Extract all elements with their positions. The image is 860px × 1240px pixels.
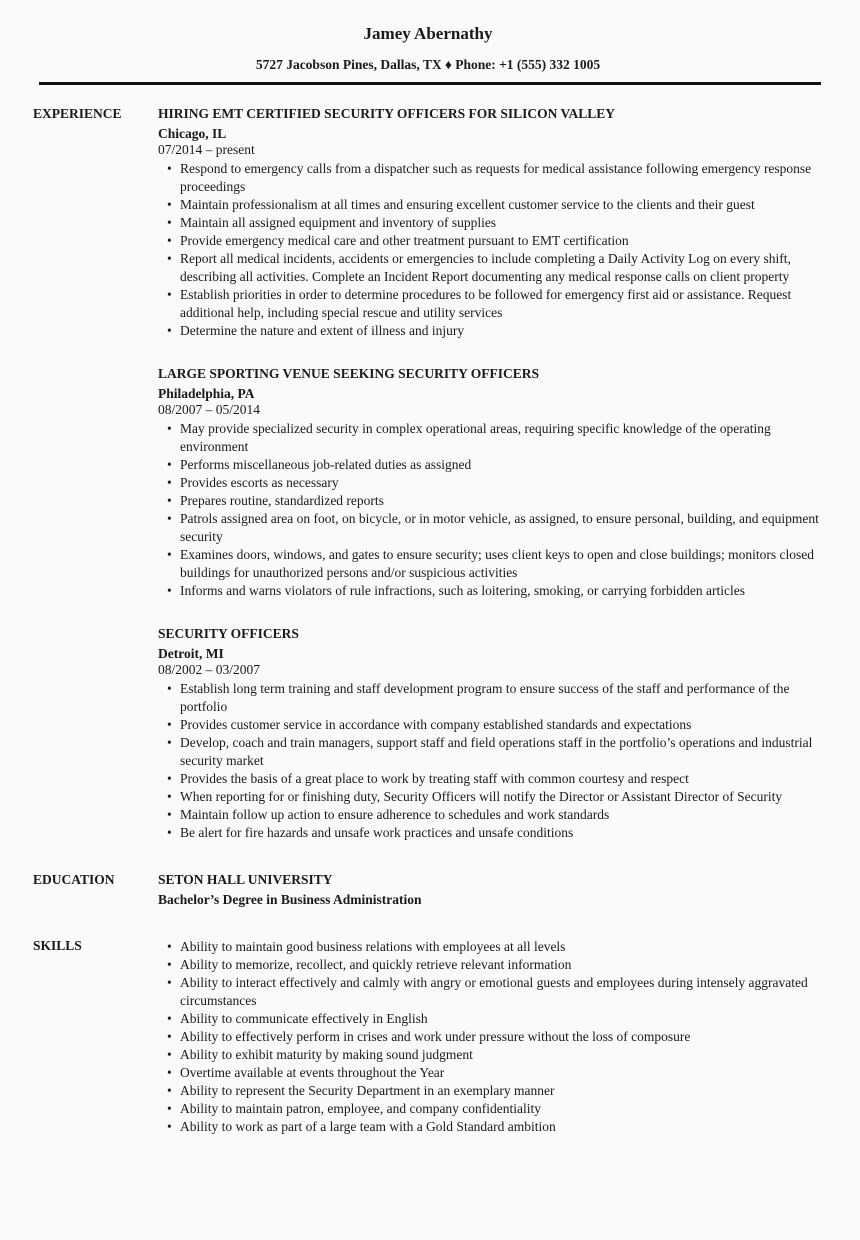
bullet-item: • Establish priorities in order to determine procedures to be followed for emergency first aid or assistance. Request additional help, including special rescue and utility services [158,286,823,322]
job-title: HIRING EMT CERTIFIED SECURITY OFFICERS FOR SILICON VALLEY [158,106,615,121]
skill-item: • Ability to represent the Security Department in an exemplary manner [158,1082,823,1100]
bullet-item: • May provide specialized security in complex operational areas, requiring specific knowledge of the operating environment [158,420,823,456]
education-content [158,870,823,910]
skill-item: • Ability to memorize, recollect, and quickly retrieve relevant information [158,956,823,974]
experience-label: EXPERIENCE [33,106,122,121]
skill-item: • Ability to interact effectively and calmly with angry or emotional guests and employees during intensely aggravated circumstances [158,974,823,1010]
bullet-item: • Develop, coach and train managers, support staff and field operations staff in the portfolio’s operations and industrial security market [158,734,823,770]
skills-list [158,938,823,1136]
skill-item: • Ability to maintain good business relations with employees at all levels [158,938,823,956]
job-bullet-list [158,420,823,600]
skill-item: • Ability to exhibit maturity by making sound judgment [158,1046,823,1064]
bullet-item: • Patrols assigned area on foot, on bicycle, or in motor vehicle, as assigned, to ensure personal, building, and equipment security [158,510,823,546]
bullet-item: • Informs and warns violators of rule infractions, such as loitering, smoking, or carrying forbidden articles [158,582,823,600]
bullet-item: • Provide emergency medical care and other treatment pursuant to EMT certification [158,232,823,250]
bullet-item: • Report all medical incidents, accidents or emergencies to include completing a Daily Activity Log on every shift, describing all activities. Complete an Incident Report documenting any medical response calls on client property [158,250,823,286]
header-divider [39,82,821,85]
job-entry-1 [158,104,823,340]
bullet-item: • Performs miscellaneous job-related duties as assigned [158,456,823,474]
experience-section [33,104,823,842]
education-label: EDUCATION [33,872,115,887]
skill-item: • Overtime available at events throughout the Year [158,1064,823,1082]
bullet-item: • Be alert for fire hazards and unsafe work practices and unsafe conditions [158,824,823,842]
contact-line: 5727 Jacobson Pines, Dallas, TX ♦ Phone: +1 (555) 332 1005 [255,57,601,72]
education-section [33,870,823,910]
bullet-item: • Provides customer service in accordance with company established standards and expectations [158,716,823,734]
job-dates: 07/2014 – present [158,142,255,157]
school-name: SETON HALL UNIVERSITY [158,872,333,887]
skill-item: • Ability to effectively perform in crises and work under pressure without the loss of composure [158,1028,823,1046]
bullet-item: • When reporting for or finishing duty, Security Officers will notify the Director or Assistant Director of Security [158,788,823,806]
job-location: Detroit, MI [158,646,224,661]
bullet-item: • Examines doors, windows, and gates to ensure security; uses client keys to open and close buildings; monitors closed buildings for unauthorized persons and/or suspicious activities [158,546,823,582]
skills-label: SKILLS [33,938,82,953]
job-title: SECURITY OFFICERS [158,626,299,641]
skill-item: • Ability to work as part of a large team with a Gold Standard ambition [158,1118,823,1136]
bullet-item: • Respond to emergency calls from a dispatcher such as requests for medical assistance following emergency response proceedings [158,160,823,196]
bullet-item: • Maintain follow up action to ensure adherence to schedules and work standards [158,806,823,824]
job-title: LARGE SPORTING VENUE SEEKING SECURITY OFFICERS [158,366,539,381]
job-entry-3 [158,624,823,842]
bullet-item: • Determine the nature and extent of illness and injury [158,322,823,340]
person-name: Jamey Abernathy [363,24,493,43]
job-bullet-list [158,160,823,340]
skill-item: • Ability to maintain patron, employee, and company confidentiality [158,1100,823,1118]
job-bullet-list [158,680,823,842]
bullet-item: • Prepares routine, standardized reports [158,492,823,510]
job-entry-2 [158,364,823,600]
skill-item: • Ability to communicate effectively in English [158,1010,823,1028]
job-location: Chicago, IL [158,126,227,141]
bullet-item: • Maintain professionalism at all times and ensuring excellent customer service to the clients and their guest [158,196,823,214]
skills-section [33,936,823,1136]
bullet-item: • Maintain all assigned equipment and inventory of supplies [158,214,823,232]
job-dates: 08/2002 – 03/2007 [158,662,261,677]
skills-content [158,936,823,1136]
job-dates: 08/2007 – 05/2014 [158,402,261,417]
bullet-item: • Provides escorts as necessary [158,474,823,492]
bullet-item: • Establish long term training and staff development program to ensure success of the staff and performance of the portfolio [158,680,823,716]
job-location: Philadelphia, PA [158,386,255,401]
bullet-item: • Provides the basis of a great place to work by treating staff with common courtesy and respect [158,770,823,788]
degree-name: Bachelor’s Degree in Business Administration [158,892,422,907]
resume-header [33,24,823,73]
experience-content [158,104,823,842]
